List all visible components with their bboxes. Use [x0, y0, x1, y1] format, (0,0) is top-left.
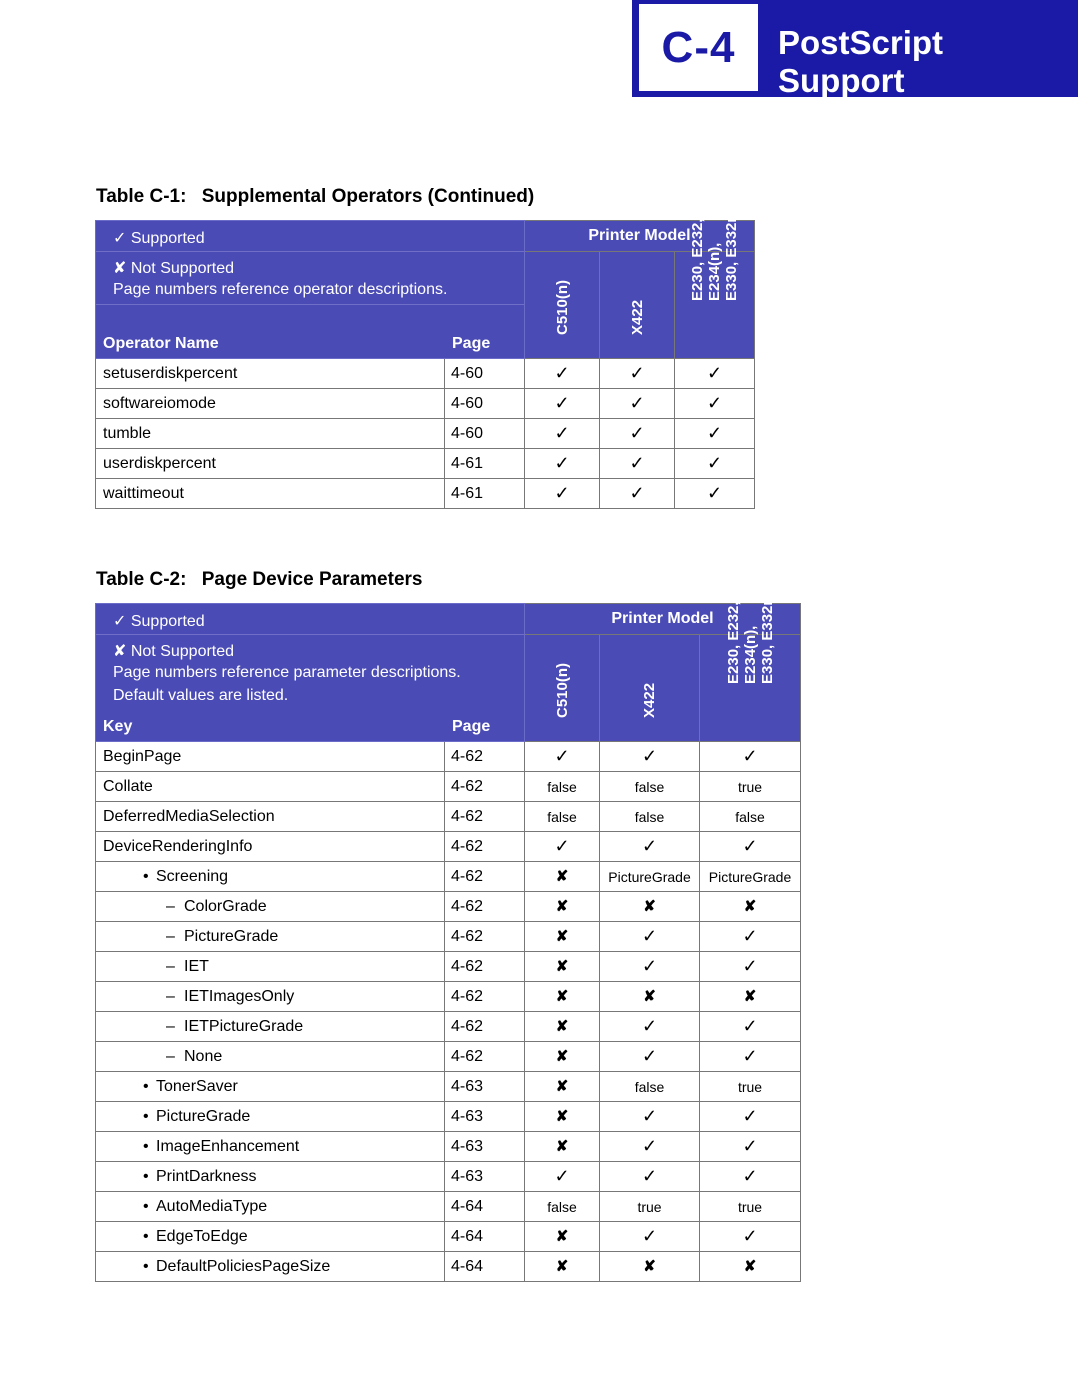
- value-text: PictureGrade: [608, 868, 691, 885]
- support-cell: [675, 359, 755, 389]
- check-icon: ✓: [554, 393, 570, 413]
- support-cell: [600, 1012, 700, 1042]
- model-column-header: [675, 213, 755, 359]
- row-name-cell: [96, 1012, 445, 1042]
- row-page: 4-61: [445, 449, 525, 479]
- row-name: IETImagesOnly: [184, 987, 295, 1005]
- support-cell: [525, 772, 600, 802]
- check-icon: ✓: [742, 1016, 758, 1036]
- row-page: 4-60: [445, 389, 525, 419]
- row-name: TonerSaver: [156, 1077, 238, 1095]
- cross-icon: ✘: [555, 1078, 569, 1095]
- support-cell: [700, 952, 801, 982]
- model-name-line: E230, E232,: [724, 601, 742, 684]
- check-icon: ✓: [742, 1166, 758, 1186]
- value-text: true: [637, 1198, 662, 1215]
- support-cell: [675, 479, 755, 509]
- row-name: tumble: [103, 424, 152, 442]
- support-cell: [525, 1012, 600, 1042]
- support-cell: [675, 389, 755, 419]
- printer-model-header: Printer Model: [525, 221, 755, 252]
- support-cell: [600, 742, 700, 772]
- column-header-page: Page: [452, 335, 491, 352]
- row-name: AutoMediaType: [156, 1197, 268, 1215]
- legend-note: Page numbers reference operator descriptions.: [113, 281, 448, 298]
- model-name-line: E234(n),: [706, 242, 723, 301]
- row-page: 4-63: [445, 1072, 525, 1102]
- table-row: [96, 922, 801, 952]
- dash-icon: –: [166, 987, 175, 1005]
- check-icon: ✓: [554, 453, 570, 473]
- table-row: [96, 1072, 801, 1102]
- printer-model-header: Printer Model: [525, 604, 801, 635]
- check-icon: ✓: [706, 483, 723, 503]
- model-name-line: E234(n),: [741, 625, 759, 684]
- check-icon: ✓: [742, 1046, 758, 1066]
- row-page: 4-64: [445, 1222, 525, 1252]
- model-name-line: E230, E232,: [689, 218, 706, 301]
- table2-number: Table C-2:: [96, 569, 187, 590]
- row-name-cell: [96, 1252, 445, 1282]
- cross-icon: ✘: [555, 1258, 569, 1275]
- model-name-line: E330, E332n: [723, 213, 740, 301]
- row-page: 4-62: [445, 832, 525, 862]
- row-name-cell: [96, 832, 445, 862]
- value-text: false: [547, 1198, 577, 1215]
- table1-number: Table C-1:: [96, 186, 187, 207]
- row-name: ColorGrade: [184, 897, 267, 915]
- cross-icon: ✘: [555, 1228, 569, 1245]
- cross-icon: ✘: [643, 1258, 656, 1275]
- row-name: BeginPage: [103, 747, 182, 765]
- support-cell: [600, 1042, 700, 1072]
- check-icon: ✓: [706, 393, 723, 413]
- cross-icon: ✘: [555, 898, 569, 915]
- support-cell: [675, 449, 755, 479]
- row-page: 4-63: [445, 1132, 525, 1162]
- row-name-cell: [96, 982, 445, 1012]
- check-icon: ✓: [742, 1226, 758, 1246]
- check-icon: ✓: [742, 1136, 758, 1156]
- table-row: [96, 742, 801, 772]
- support-cell: [600, 802, 700, 832]
- value-text: false: [547, 808, 577, 825]
- support-cell: [700, 1132, 801, 1162]
- support-cell: [525, 1072, 600, 1102]
- row-name-cell: [96, 1132, 445, 1162]
- row-page: 4-62: [445, 742, 525, 772]
- support-cell: [600, 1072, 700, 1102]
- check-icon: ✓: [629, 483, 645, 503]
- dash-icon: –: [166, 957, 175, 975]
- row-name-cell: [96, 922, 445, 952]
- row-name-cell: [96, 1162, 445, 1192]
- support-cell: [600, 832, 700, 862]
- support-cell: [700, 1042, 801, 1072]
- model-column-header: [525, 252, 600, 359]
- legend-divider: [96, 634, 524, 635]
- row-name: PictureGrade: [156, 1107, 251, 1125]
- table-row: [96, 982, 801, 1012]
- row-name: userdiskpercent: [103, 454, 216, 472]
- support-cell: [525, 862, 600, 892]
- model-name-line: E330, E332n: [758, 596, 776, 684]
- row-name-cell: [96, 1192, 445, 1222]
- check-icon: ✓: [641, 956, 658, 976]
- table2: [95, 596, 801, 1282]
- row-page: 4-62: [445, 802, 525, 832]
- value-text: true: [737, 1078, 763, 1095]
- support-cell: [525, 892, 600, 922]
- support-cell: [525, 832, 600, 862]
- check-icon: ✓: [554, 423, 570, 443]
- row-name: Screening: [156, 867, 229, 885]
- check-icon: ✓: [706, 423, 723, 443]
- model-name: [689, 213, 740, 301]
- row-name: None: [184, 1047, 223, 1065]
- row-page: 4-64: [445, 1252, 525, 1282]
- bullet-icon: •: [143, 867, 149, 885]
- check-icon: ✓: [641, 1106, 658, 1126]
- cross-icon: ✘: [555, 1108, 569, 1125]
- table-row: [96, 772, 801, 802]
- check-icon: ✓: [742, 746, 758, 766]
- row-name-cell: [96, 892, 445, 922]
- legend-divider: [96, 304, 524, 305]
- support-cell: [600, 1192, 700, 1222]
- cross-icon: ✘: [555, 868, 569, 885]
- bullet-icon: •: [143, 1137, 149, 1155]
- table-row: [96, 1162, 801, 1192]
- row-name-cell: [96, 772, 445, 802]
- row-page: 4-62: [445, 772, 525, 802]
- support-cell: [700, 1162, 801, 1192]
- row-page: 4-61: [445, 479, 525, 509]
- row-name-cell: [96, 862, 445, 892]
- model-name-line: C510(n): [553, 662, 571, 718]
- row-name: PictureGrade: [184, 927, 279, 945]
- column-header-key: Key: [103, 718, 133, 735]
- chapter-title: PostScript Support: [778, 24, 944, 99]
- chapter-number: C-4: [661, 22, 736, 72]
- support-cell: [525, 1162, 600, 1192]
- support-cell: [525, 389, 600, 419]
- column-header-operator-name: Operator Name: [103, 335, 219, 352]
- model-name-line: X422: [628, 299, 646, 335]
- support-cell: [525, 952, 600, 982]
- cross-icon: ✘: [743, 988, 757, 1005]
- row-name-cell: [96, 479, 445, 509]
- table-row: [96, 862, 801, 892]
- legend-divider: [96, 251, 524, 252]
- row-name: DeferredMediaSelection: [103, 807, 275, 825]
- cross-icon: ✘: [555, 958, 569, 975]
- cross-icon: ✘: [555, 1018, 569, 1035]
- support-cell: [600, 389, 675, 419]
- support-cell: [600, 479, 675, 509]
- support-cell: [525, 419, 600, 449]
- cross-icon: ✘: [555, 988, 569, 1005]
- support-cell: [525, 1252, 600, 1282]
- support-cell: [600, 1162, 700, 1192]
- check-icon: ✓: [742, 836, 758, 856]
- check-icon: ✓: [742, 1106, 758, 1126]
- legend-not-supported: ✘ Not Supported: [113, 260, 235, 277]
- chapter-number-box: [639, 4, 758, 91]
- table-row: [96, 359, 755, 389]
- table-row: [96, 1132, 801, 1162]
- support-cell: [700, 1012, 801, 1042]
- bullet-icon: •: [143, 1197, 149, 1215]
- check-icon: ✓: [706, 453, 723, 473]
- check-icon: ✓: [641, 1046, 658, 1066]
- check-icon: ✓: [629, 393, 645, 413]
- chapter-header: [632, 0, 1078, 97]
- model-name-line: X422: [641, 682, 658, 718]
- model-name: [725, 596, 776, 684]
- row-page: 4-62: [445, 892, 525, 922]
- support-cell: [700, 742, 801, 772]
- row-name: Collate: [103, 777, 153, 795]
- row-name-cell: [96, 389, 445, 419]
- row-page: 4-63: [445, 1102, 525, 1132]
- row-page: 4-62: [445, 952, 525, 982]
- row-name-cell: [96, 952, 445, 982]
- check-icon: ✓: [742, 956, 758, 976]
- row-page: 4-62: [445, 862, 525, 892]
- bullet-icon: •: [143, 1227, 149, 1245]
- cross-icon: ✘: [555, 1048, 569, 1065]
- check-icon: ✓: [629, 363, 645, 383]
- support-cell: [700, 1192, 801, 1222]
- model-name: [554, 663, 571, 718]
- support-cell: [700, 1222, 801, 1252]
- dash-icon: –: [166, 897, 175, 915]
- support-cell: [525, 742, 600, 772]
- value-text: true: [737, 1198, 763, 1215]
- table-row: [96, 1252, 801, 1282]
- support-cell: [600, 982, 700, 1012]
- table-row: [96, 832, 801, 862]
- value-text: false: [634, 778, 665, 795]
- check-icon: ✓: [641, 1136, 658, 1156]
- support-cell: [700, 862, 801, 892]
- row-page: 4-62: [445, 922, 525, 952]
- support-cell: [675, 419, 755, 449]
- support-cell: [525, 1222, 600, 1252]
- row-page: 4-60: [445, 419, 525, 449]
- check-icon: ✓: [641, 926, 658, 946]
- table1: [95, 213, 755, 509]
- support-cell: [600, 952, 700, 982]
- support-cell: [600, 359, 675, 389]
- row-name: DeviceRenderingInfo: [103, 837, 253, 855]
- cross-icon: ✘: [555, 928, 569, 945]
- support-cell: [600, 1222, 700, 1252]
- table1-caption: [96, 186, 534, 208]
- support-cell: [525, 922, 600, 952]
- row-name-cell: [96, 359, 445, 389]
- support-cell: [700, 832, 801, 862]
- check-icon: ✓: [554, 836, 570, 856]
- cross-icon: ✘: [643, 988, 656, 1005]
- value-text: false: [547, 778, 577, 795]
- support-cell: [600, 1132, 700, 1162]
- table2-title: Page Device Parameters: [201, 569, 423, 590]
- dash-icon: –: [166, 1047, 175, 1065]
- table2-caption: [96, 569, 422, 591]
- value-text: false: [634, 1078, 665, 1095]
- row-name: IETPictureGrade: [184, 1017, 304, 1035]
- model-name: [554, 280, 571, 335]
- check-icon: ✓: [641, 1226, 658, 1246]
- support-cell: [525, 1132, 600, 1162]
- row-name: DefaultPoliciesPageSize: [156, 1257, 331, 1275]
- check-icon: ✓: [554, 363, 570, 383]
- support-cell: [600, 892, 700, 922]
- support-cell: [700, 802, 801, 832]
- table1-legend: [96, 221, 525, 359]
- check-icon: ✓: [742, 926, 758, 946]
- table-row: [96, 419, 755, 449]
- legend-note-defaults: Default values are listed.: [113, 687, 289, 704]
- value-text: true: [737, 778, 763, 795]
- support-cell: [600, 862, 700, 892]
- model-name-line: C510(n): [553, 279, 571, 335]
- row-page: 4-62: [445, 1012, 525, 1042]
- column-header-page: Page: [452, 718, 491, 735]
- support-cell: [525, 449, 600, 479]
- bullet-icon: •: [143, 1167, 149, 1185]
- legend-supported: ✓ Supported: [113, 613, 205, 630]
- row-name: setuserdiskpercent: [103, 364, 238, 382]
- row-name-cell: [96, 742, 445, 772]
- row-name: softwareiomode: [103, 394, 216, 412]
- cross-icon: ✘: [643, 898, 656, 915]
- row-name-cell: [96, 419, 445, 449]
- check-icon: ✓: [554, 483, 570, 503]
- check-icon: ✓: [554, 746, 570, 766]
- support-cell: [600, 922, 700, 952]
- dash-icon: –: [166, 927, 175, 945]
- check-icon: ✓: [706, 363, 723, 383]
- model-name: [641, 683, 658, 718]
- row-name-cell: [96, 1042, 445, 1072]
- table-row: [96, 479, 755, 509]
- table-row: [96, 1042, 801, 1072]
- bullet-icon: •: [143, 1107, 149, 1125]
- check-icon: ✓: [554, 1166, 570, 1186]
- value-text: false: [634, 808, 665, 825]
- row-name: waittimeout: [103, 484, 184, 502]
- row-page: 4-62: [445, 1042, 525, 1072]
- model-column-header: [700, 596, 801, 742]
- table-row: [96, 1192, 801, 1222]
- row-name-cell: [96, 802, 445, 832]
- check-icon: ✓: [641, 836, 658, 856]
- row-name-cell: [96, 1102, 445, 1132]
- support-cell: [600, 1252, 700, 1282]
- support-cell: [525, 479, 600, 509]
- table-row: [96, 1102, 801, 1132]
- model-column-header: [525, 635, 600, 742]
- check-icon: ✓: [629, 423, 645, 443]
- row-name-cell: [96, 1222, 445, 1252]
- support-cell: [525, 1042, 600, 1072]
- table-row: [96, 1012, 801, 1042]
- support-cell: [525, 802, 600, 832]
- cross-icon: ✘: [555, 1138, 569, 1155]
- legend-supported: ✓ Supported: [113, 230, 205, 247]
- support-cell: [700, 892, 801, 922]
- table-row: [96, 449, 755, 479]
- row-name: ImageEnhancement: [156, 1137, 300, 1155]
- model-name: [629, 300, 646, 335]
- support-cell: [700, 772, 801, 802]
- support-cell: [600, 419, 675, 449]
- row-name-cell: [96, 1072, 445, 1102]
- value-text: false: [735, 808, 765, 825]
- model-column-header: [600, 635, 700, 742]
- table-row: [96, 892, 801, 922]
- row-page: 4-63: [445, 1162, 525, 1192]
- support-cell: [700, 922, 801, 952]
- support-cell: [700, 1102, 801, 1132]
- cross-icon: ✘: [743, 898, 757, 915]
- support-cell: [700, 1072, 801, 1102]
- bullet-icon: •: [143, 1257, 149, 1275]
- support-cell: [600, 1102, 700, 1132]
- support-cell: [600, 449, 675, 479]
- support-cell: [525, 982, 600, 1012]
- table-row: [96, 389, 755, 419]
- bullet-icon: •: [143, 1077, 149, 1095]
- legend-note: Page numbers reference parameter descriptions.: [113, 664, 461, 681]
- table2-legend: [96, 604, 525, 742]
- row-page: 4-64: [445, 1192, 525, 1222]
- check-icon: ✓: [641, 746, 658, 766]
- table-row: [96, 1222, 801, 1252]
- row-name: EdgeToEdge: [156, 1227, 248, 1245]
- support-cell: [525, 359, 600, 389]
- check-icon: ✓: [641, 1016, 658, 1036]
- support-cell: [600, 772, 700, 802]
- table-row: [96, 952, 801, 982]
- check-icon: ✓: [629, 453, 645, 473]
- value-text: PictureGrade: [708, 868, 792, 885]
- support-cell: [525, 1192, 600, 1222]
- check-icon: ✓: [641, 1166, 658, 1186]
- row-name-cell: [96, 449, 445, 479]
- legend-not-supported: ✘ Not Supported: [113, 643, 235, 660]
- row-name: IET: [184, 957, 209, 975]
- row-page: 4-62: [445, 982, 525, 1012]
- cross-icon: ✘: [743, 1258, 757, 1275]
- row-name: PrintDarkness: [156, 1167, 257, 1185]
- model-column-header: [600, 252, 675, 359]
- dash-icon: –: [166, 1017, 175, 1035]
- support-cell: [525, 1102, 600, 1132]
- support-cell: [700, 982, 801, 1012]
- support-cell: [700, 1252, 801, 1282]
- table1-title: Supplemental Operators (Continued): [201, 186, 535, 207]
- table-row: [96, 802, 801, 832]
- row-page: 4-60: [445, 359, 525, 389]
